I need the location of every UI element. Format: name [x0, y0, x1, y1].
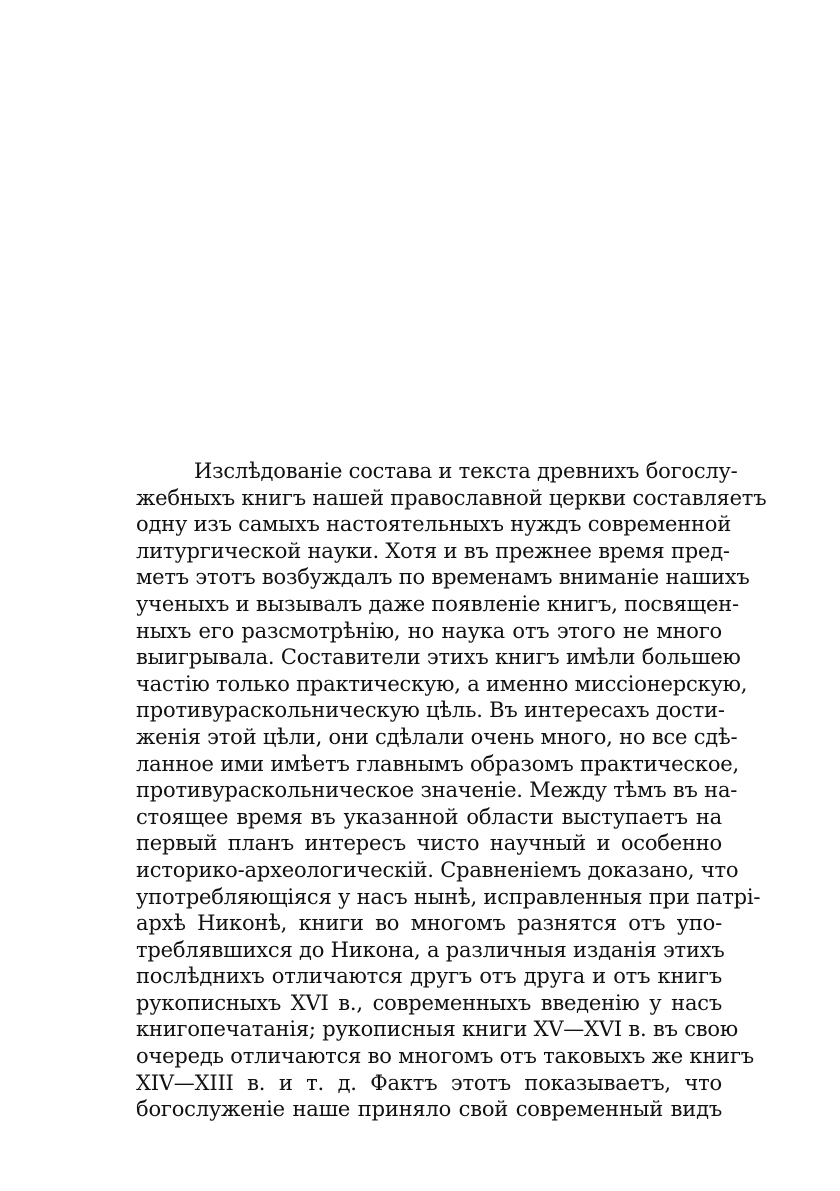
text-line: женія этой цѣли, они сдѣлали очень много, но все сдѣ-	[136, 724, 738, 749]
text-line: треблявшихся до Никона, а различныя изданія этихъ	[136, 937, 725, 962]
text-line: частію только практическую, а именно миссіонерскую,	[136, 671, 748, 696]
text-line: противураскольническую цѣль. Въ интересахъ дости-	[136, 698, 725, 723]
body-paragraph	[136, 458, 767, 1123]
text-line: одну изъ самыхъ настоятельныхъ нуждъ современной	[136, 512, 732, 537]
text-line: ланное ими имѣетъ главнымъ образомъ практическое,	[136, 751, 740, 776]
text-line: книгопечатанія; рукописныя книги XV—XVI в. въ свою	[136, 1017, 738, 1042]
text-line: жебныхъ книгъ нашей православной церкви составляетъ	[136, 485, 767, 510]
text-line: употребляющіяся у насъ нынѣ, исправленныя при патрі-	[136, 884, 761, 909]
text-line: богослуженіе наше приняло свой современный видъ	[136, 1097, 722, 1122]
text-line: послѣднихъ отличаются другъ отъ друга и отъ книгъ	[136, 964, 722, 989]
text-line: XIV—XIII в. и т. д. Фактъ этотъ показываетъ, что	[136, 1070, 722, 1095]
text-line: первый планъ интересъ чисто научный и особенно	[136, 831, 722, 856]
text-line: стоящее время въ указанной области выступаетъ на	[136, 804, 722, 829]
text-line: ученыхъ и вызывалъ даже появленіе книгъ, посвящен-	[136, 591, 739, 616]
text-line: рукописныхъ XVI в., современныхъ введенію у насъ	[136, 990, 722, 1015]
text-line: Изслѣдованіе состава и текста древнихъ богослу-	[194, 459, 738, 483]
text-line: литургической науки. Хотя и въ прежнее время пред-	[136, 538, 730, 563]
text-line: противураскольническое значеніе. Между тѣмъ въ на-	[136, 778, 738, 803]
text-line: метъ этотъ возбуждалъ по временамъ вниманіе нашихъ	[136, 565, 750, 590]
text-line: выигрывала. Составители этихъ книгъ имѣли большею	[136, 645, 741, 670]
text-line: очередь отличаются во многомъ отъ таковыхъ же книгъ	[136, 1044, 754, 1069]
text-line: историко-археологическій. Сравненіемъ доказано, что	[136, 857, 739, 882]
text-line: ныхъ его разсмотрѣнію, но наука отъ этого не много	[136, 618, 722, 643]
text-line: архѣ Никонѣ, книги во многомъ разнятся отъ упо-	[136, 911, 722, 936]
